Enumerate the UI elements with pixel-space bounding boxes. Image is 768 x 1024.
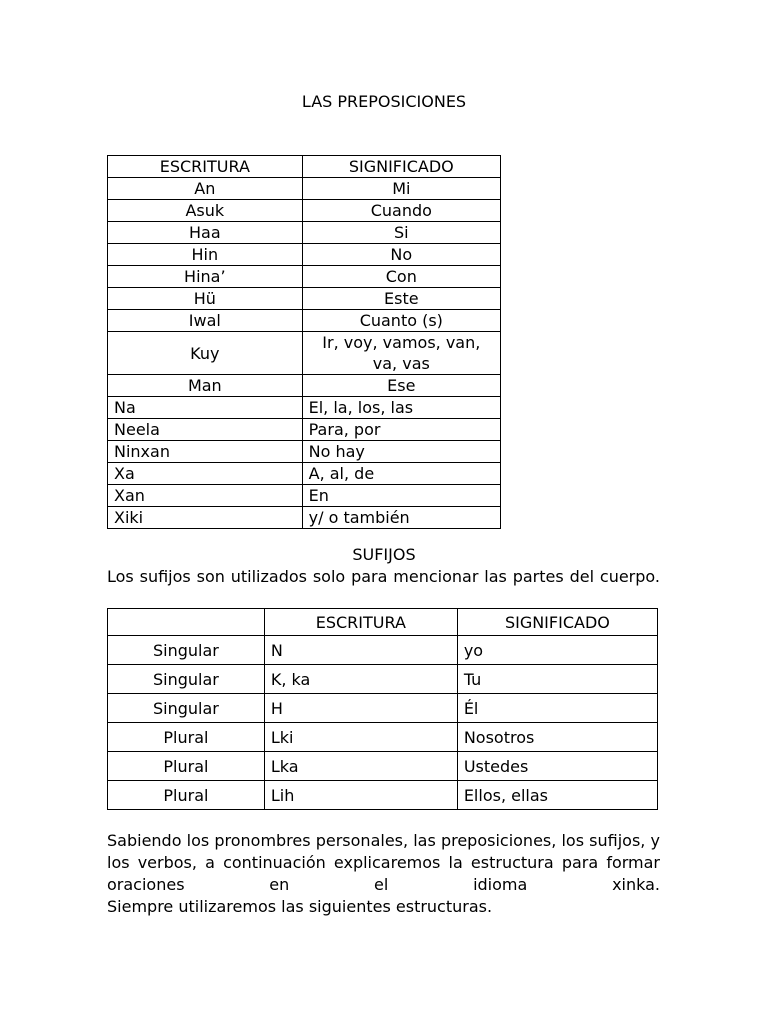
table-row (108, 310, 501, 332)
table-header-row (108, 609, 658, 636)
column-header-significado: SIGNIFICADO (302, 156, 500, 178)
cell-escritura: An (108, 178, 303, 200)
table-row (108, 723, 658, 752)
column-header-escritura: ESCRITURA (264, 609, 457, 636)
cell-escritura: Hin (108, 244, 303, 266)
cell-numero: Singular (108, 694, 265, 723)
table-row (108, 694, 658, 723)
cell-significado: Ir, voy, vamos, van, va, vas (302, 332, 500, 375)
table-row (108, 665, 658, 694)
table-row (108, 200, 501, 222)
cell-escritura: Na (108, 397, 303, 419)
cell-significado: yo (457, 636, 657, 665)
table-row (108, 441, 501, 463)
cell-significado: No hay (302, 441, 500, 463)
table-row (108, 507, 501, 529)
cell-escritura: Xan (108, 485, 303, 507)
cell-significado: Mi (302, 178, 500, 200)
cell-significado: Cuando (302, 200, 500, 222)
table-row (108, 485, 501, 507)
cell-numero: Plural (108, 781, 265, 810)
cell-significado: Ellos, ellas (457, 781, 657, 810)
cell-significado: y/ o también (302, 507, 500, 529)
sufijos-intro-paragraph: Los sufijos son utilizados solo para mencionar las partes del cuerpo. (107, 567, 660, 586)
table-row (108, 244, 501, 266)
cell-significado: Para, por (302, 419, 500, 441)
cell-escritura: Lki (264, 723, 457, 752)
table-row (108, 288, 501, 310)
table-row (108, 222, 501, 244)
column-header-significado: SIGNIFICADO (457, 609, 657, 636)
cell-numero: Plural (108, 723, 265, 752)
table-row (108, 266, 501, 288)
cell-significado: Él (457, 694, 657, 723)
cell-significado: El, la, los, las (302, 397, 500, 419)
cell-escritura: H (264, 694, 457, 723)
cell-numero: Singular (108, 636, 265, 665)
table-row (108, 781, 658, 810)
closing-line: Siempre utilizaremos las siguientes estructuras. (107, 897, 493, 916)
cell-escritura: Asuk (108, 200, 303, 222)
cell-significado: Nosotros (457, 723, 657, 752)
cell-escritura: Neela (108, 419, 303, 441)
table-row (108, 636, 658, 665)
cell-escritura: Ninxan (108, 441, 303, 463)
cell-escritura: Xiki (108, 507, 303, 529)
cell-escritura: N (264, 636, 457, 665)
prepositions-table (107, 155, 501, 529)
table-row (108, 419, 501, 441)
cell-significado: Cuanto (s) (302, 310, 500, 332)
cell-numero: Singular (108, 665, 265, 694)
cell-escritura: Lka (264, 752, 457, 781)
cell-escritura: K, ka (264, 665, 457, 694)
table-row (108, 397, 501, 419)
cell-significado: A, al, de (302, 463, 500, 485)
cell-escritura: Hina’ (108, 266, 303, 288)
cell-escritura: Xa (108, 463, 303, 485)
cell-significado: No (302, 244, 500, 266)
cell-significado: Ustedes (457, 752, 657, 781)
section-title-sufijos: SUFIJOS (352, 545, 416, 564)
cell-significado: Tu (457, 665, 657, 694)
table-row (108, 375, 501, 397)
cell-significado: Ese (302, 375, 500, 397)
table-header-row (108, 156, 501, 178)
table-row (108, 752, 658, 781)
cell-significado: Este (302, 288, 500, 310)
cell-significado: En (302, 485, 500, 507)
column-header-escritura: ESCRITURA (108, 156, 303, 178)
page-title: LAS PREPOSICIONES (301, 92, 467, 111)
cell-escritura: Iwal (108, 310, 303, 332)
cell-significado: Con (302, 266, 500, 288)
table-row (108, 463, 501, 485)
table-row (108, 332, 501, 375)
cell-escritura: Lih (264, 781, 457, 810)
suffixes-table (107, 608, 658, 810)
closing-paragraph: Sabiendo los pronombres personales, las preposiciones, los sufijos, y los verbos, a continuación explicaremos la estructura para formar oraciones en el idioma xinka. (107, 831, 660, 894)
cell-numero: Plural (108, 752, 265, 781)
cell-escritura: Hü (108, 288, 303, 310)
cell-escritura: Haa (108, 222, 303, 244)
column-header-numero (108, 609, 265, 636)
cell-escritura: Man (108, 375, 303, 397)
cell-significado: Si (302, 222, 500, 244)
cell-escritura: Kuy (108, 332, 303, 375)
table-row (108, 178, 501, 200)
